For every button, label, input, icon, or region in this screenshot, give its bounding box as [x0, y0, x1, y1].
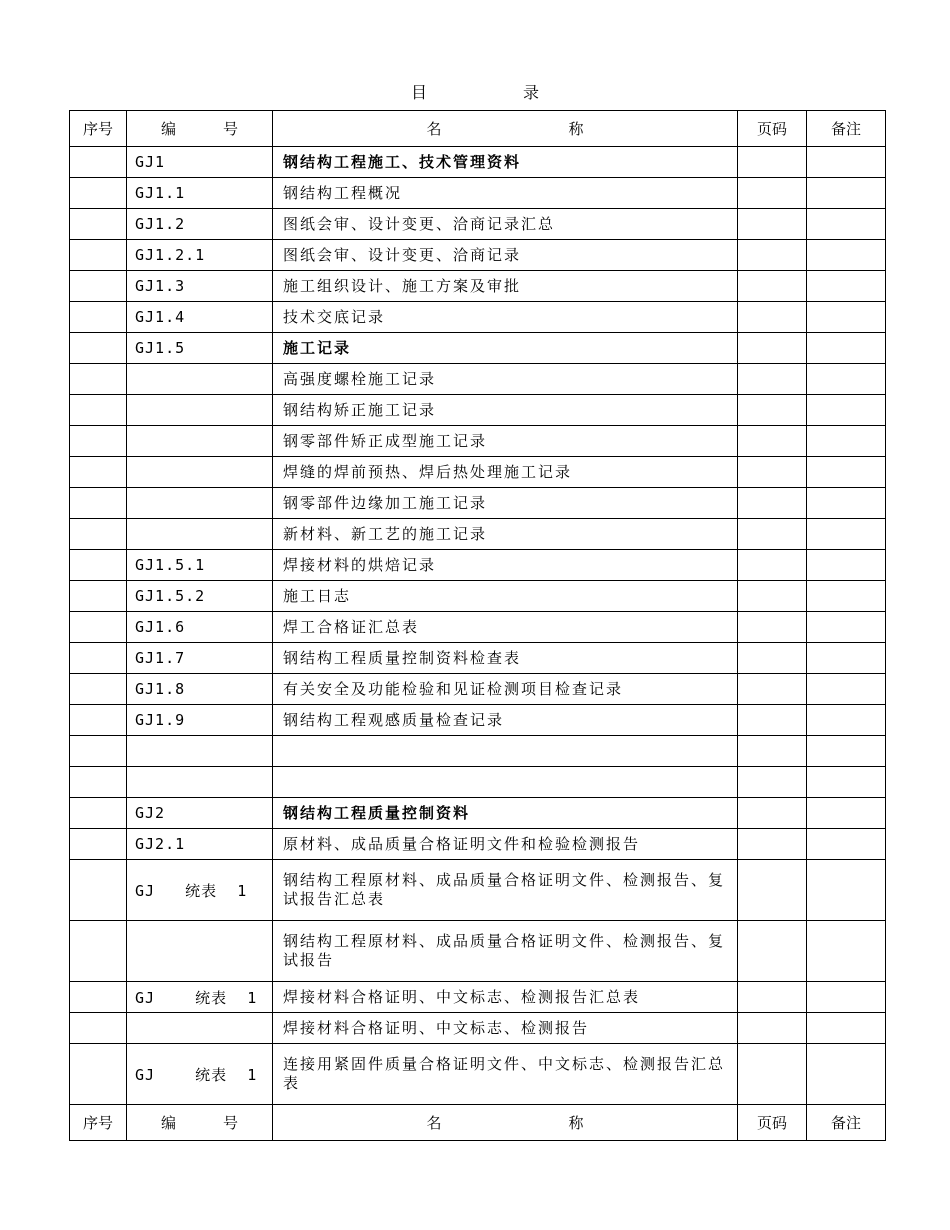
row-note-cell [807, 364, 886, 395]
row-seq-cell [70, 178, 127, 209]
row-seq-cell [70, 736, 127, 767]
table-row [70, 921, 886, 982]
row-code-cell: GJ1.2 [127, 209, 273, 240]
row-code-cell: GJ1.9 [127, 705, 273, 736]
table-row [70, 302, 886, 333]
row-code-cell: GJ2.1 [127, 829, 273, 860]
row-note-cell [807, 1044, 886, 1105]
page-title: 目 录 [410, 83, 579, 102]
row-code-cell [127, 395, 273, 426]
table-header-row [70, 111, 886, 147]
header-page: 页码 [738, 111, 807, 147]
row-page-cell [738, 705, 807, 736]
row-seq-cell [70, 488, 127, 519]
row-name-cell: 焊接材料的烘焙记录 [273, 550, 738, 581]
row-seq-cell [70, 271, 127, 302]
row-note-cell [807, 736, 886, 767]
row-seq-cell [70, 302, 127, 333]
row-code-cell: GJ1.5.1 [127, 550, 273, 581]
row-name-cell: 钢结构工程原材料、成品质量合格证明文件、检测报告、复试报告汇总表 [273, 860, 738, 921]
row-seq-cell [70, 643, 127, 674]
row-name-cell: 焊缝的焊前预热、焊后热处理施工记录 [273, 457, 738, 488]
table-row [70, 457, 886, 488]
contents-table [69, 110, 886, 1141]
table-row [70, 705, 886, 736]
row-code-cell: GJ1.7 [127, 643, 273, 674]
row-seq-cell [70, 240, 127, 271]
table-row [70, 147, 886, 178]
row-page-cell [738, 426, 807, 457]
row-name-cell: 有关安全及功能检验和见证检测项目检查记录 [273, 674, 738, 705]
table-row [70, 209, 886, 240]
row-seq-cell [70, 519, 127, 550]
row-name-cell: 连接用紧固件质量合格证明文件、中文标志、检测报告汇总表 [273, 1044, 738, 1105]
row-page-cell [738, 674, 807, 705]
row-page-cell [738, 395, 807, 426]
table-row [70, 364, 886, 395]
table-footer-row [70, 1105, 886, 1141]
row-code-cell: GJ1.6 [127, 612, 273, 643]
row-seq-cell [70, 581, 127, 612]
row-name-cell: 施工日志 [273, 581, 738, 612]
row-page-cell [738, 240, 807, 271]
row-note-cell [807, 457, 886, 488]
row-seq-cell [70, 209, 127, 240]
row-page-cell [738, 519, 807, 550]
table-row [70, 271, 886, 302]
row-name-cell: 钢零部件矫正成型施工记录 [273, 426, 738, 457]
row-code-cell: GJ1 [127, 147, 273, 178]
row-name-cell: 图纸会审、设计变更、洽商记录汇总 [273, 209, 738, 240]
row-note-cell [807, 333, 886, 364]
table-row [70, 581, 886, 612]
row-seq-cell [70, 426, 127, 457]
row-page-cell [738, 982, 807, 1013]
row-seq-cell [70, 798, 127, 829]
row-name-cell: 图纸会审、设计变更、洽商记录 [273, 240, 738, 271]
row-page-cell [738, 302, 807, 333]
row-note-cell [807, 550, 886, 581]
table-body [70, 147, 886, 1105]
row-code-cell: GJ1.2.1 [127, 240, 273, 271]
row-name-cell: 钢结构工程原材料、成品质量合格证明文件、检测报告、复试报告 [273, 921, 738, 982]
row-name-cell [273, 767, 738, 798]
row-page-cell [738, 550, 807, 581]
table-row [70, 1044, 886, 1105]
row-seq-cell [70, 767, 127, 798]
row-page-cell [738, 209, 807, 240]
row-seq-cell [70, 1013, 127, 1044]
row-note-cell [807, 1013, 886, 1044]
row-name-cell: 钢结构工程概况 [273, 178, 738, 209]
table-row [70, 426, 886, 457]
table-row [70, 860, 886, 921]
row-name-cell: 钢结构工程观感质量检查记录 [273, 705, 738, 736]
row-note-cell [807, 395, 886, 426]
row-note-cell [807, 271, 886, 302]
header-code: 编 号 [127, 111, 273, 147]
row-page-cell [738, 1044, 807, 1105]
footer-page: 页码 [738, 1105, 807, 1141]
row-code-cell: GJ 统表 1 [127, 1044, 273, 1105]
footer-note: 备注 [807, 1105, 886, 1141]
table-row [70, 643, 886, 674]
row-note-cell [807, 860, 886, 921]
row-note-cell [807, 674, 886, 705]
row-note-cell [807, 767, 886, 798]
table-row [70, 736, 886, 767]
row-seq-cell [70, 457, 127, 488]
row-code-cell: GJ1.5.2 [127, 581, 273, 612]
row-name-cell: 技术交底记录 [273, 302, 738, 333]
row-code-cell: GJ1.3 [127, 271, 273, 302]
table-row [70, 333, 886, 364]
row-page-cell [738, 488, 807, 519]
table-row [70, 767, 886, 798]
row-note-cell [807, 519, 886, 550]
table-row [70, 982, 886, 1013]
row-name-cell: 新材料、新工艺的施工记录 [273, 519, 738, 550]
row-code-cell [127, 921, 273, 982]
row-name-cell: 钢结构工程质量控制资料检查表 [273, 643, 738, 674]
footer-name: 名 称 [273, 1105, 738, 1141]
row-page-cell [738, 612, 807, 643]
row-code-cell: GJ1.5 [127, 333, 273, 364]
row-note-cell [807, 982, 886, 1013]
row-page-cell [738, 333, 807, 364]
row-seq-cell [70, 860, 127, 921]
row-seq-cell [70, 612, 127, 643]
row-code-cell [127, 767, 273, 798]
row-page-cell [738, 643, 807, 674]
row-page-cell [738, 829, 807, 860]
row-name-cell: 焊接材料合格证明、中文标志、检测报告 [273, 1013, 738, 1044]
row-name-cell: 施工记录 [273, 333, 738, 364]
row-name-cell [273, 736, 738, 767]
header-seq: 序号 [70, 111, 127, 147]
row-seq-cell [70, 1044, 127, 1105]
row-code-cell [127, 736, 273, 767]
row-note-cell [807, 921, 886, 982]
row-code-cell [127, 488, 273, 519]
row-note-cell [807, 643, 886, 674]
row-page-cell [738, 178, 807, 209]
row-note-cell [807, 302, 886, 333]
row-code-cell [127, 519, 273, 550]
row-code-cell: GJ 统表 1 [127, 982, 273, 1013]
row-seq-cell [70, 705, 127, 736]
row-seq-cell [70, 829, 127, 860]
row-note-cell [807, 612, 886, 643]
footer-seq: 序号 [70, 1105, 127, 1141]
row-name-cell: 焊工合格证汇总表 [273, 612, 738, 643]
header-note: 备注 [807, 111, 886, 147]
row-name-cell: 钢结构矫正施工记录 [273, 395, 738, 426]
row-name-cell: 高强度螺栓施工记录 [273, 364, 738, 395]
row-code-cell [127, 457, 273, 488]
row-page-cell [738, 271, 807, 302]
row-name-cell: 钢结构工程质量控制资料 [273, 798, 738, 829]
row-page-cell [738, 921, 807, 982]
row-page-cell [738, 767, 807, 798]
table-row [70, 798, 886, 829]
row-page-cell [738, 798, 807, 829]
table-row [70, 488, 886, 519]
row-seq-cell [70, 921, 127, 982]
table-row [70, 829, 886, 860]
row-note-cell [807, 705, 886, 736]
table-row [70, 395, 886, 426]
row-code-cell: GJ2 [127, 798, 273, 829]
row-note-cell [807, 426, 886, 457]
row-name-cell: 钢结构工程施工、技术管理资料 [273, 147, 738, 178]
row-page-cell [738, 736, 807, 767]
row-note-cell [807, 829, 886, 860]
row-page-cell [738, 1013, 807, 1044]
row-code-cell [127, 1013, 273, 1044]
row-page-cell [738, 147, 807, 178]
row-note-cell [807, 147, 886, 178]
row-seq-cell [70, 550, 127, 581]
row-page-cell [738, 581, 807, 612]
footer-code: 编 号 [127, 1105, 273, 1141]
row-name-cell: 钢零部件边缘加工施工记录 [273, 488, 738, 519]
row-seq-cell [70, 333, 127, 364]
row-seq-cell [70, 364, 127, 395]
row-note-cell [807, 178, 886, 209]
row-name-cell: 原材料、成品质量合格证明文件和检验检测报告 [273, 829, 738, 860]
row-seq-cell [70, 982, 127, 1013]
header-name: 名 称 [273, 111, 738, 147]
row-name-cell: 焊接材料合格证明、中文标志、检测报告汇总表 [273, 982, 738, 1013]
row-page-cell [738, 364, 807, 395]
row-page-cell [738, 457, 807, 488]
row-note-cell [807, 240, 886, 271]
row-seq-cell [70, 147, 127, 178]
table-row [70, 674, 886, 705]
row-code-cell [127, 426, 273, 457]
row-code-cell: GJ1.4 [127, 302, 273, 333]
row-code-cell: GJ 统表 1 [127, 860, 273, 921]
row-page-cell [738, 860, 807, 921]
table-row [70, 178, 886, 209]
row-code-cell: GJ1.1 [127, 178, 273, 209]
row-seq-cell [70, 674, 127, 705]
table-row [70, 519, 886, 550]
row-code-cell: GJ1.8 [127, 674, 273, 705]
row-note-cell [807, 488, 886, 519]
row-note-cell [807, 209, 886, 240]
row-name-cell: 施工组织设计、施工方案及审批 [273, 271, 738, 302]
row-note-cell [807, 581, 886, 612]
row-note-cell [807, 798, 886, 829]
table-row [70, 1013, 886, 1044]
table-row [70, 612, 886, 643]
row-code-cell [127, 364, 273, 395]
table-row [70, 550, 886, 581]
table-row [70, 240, 886, 271]
row-seq-cell [70, 395, 127, 426]
